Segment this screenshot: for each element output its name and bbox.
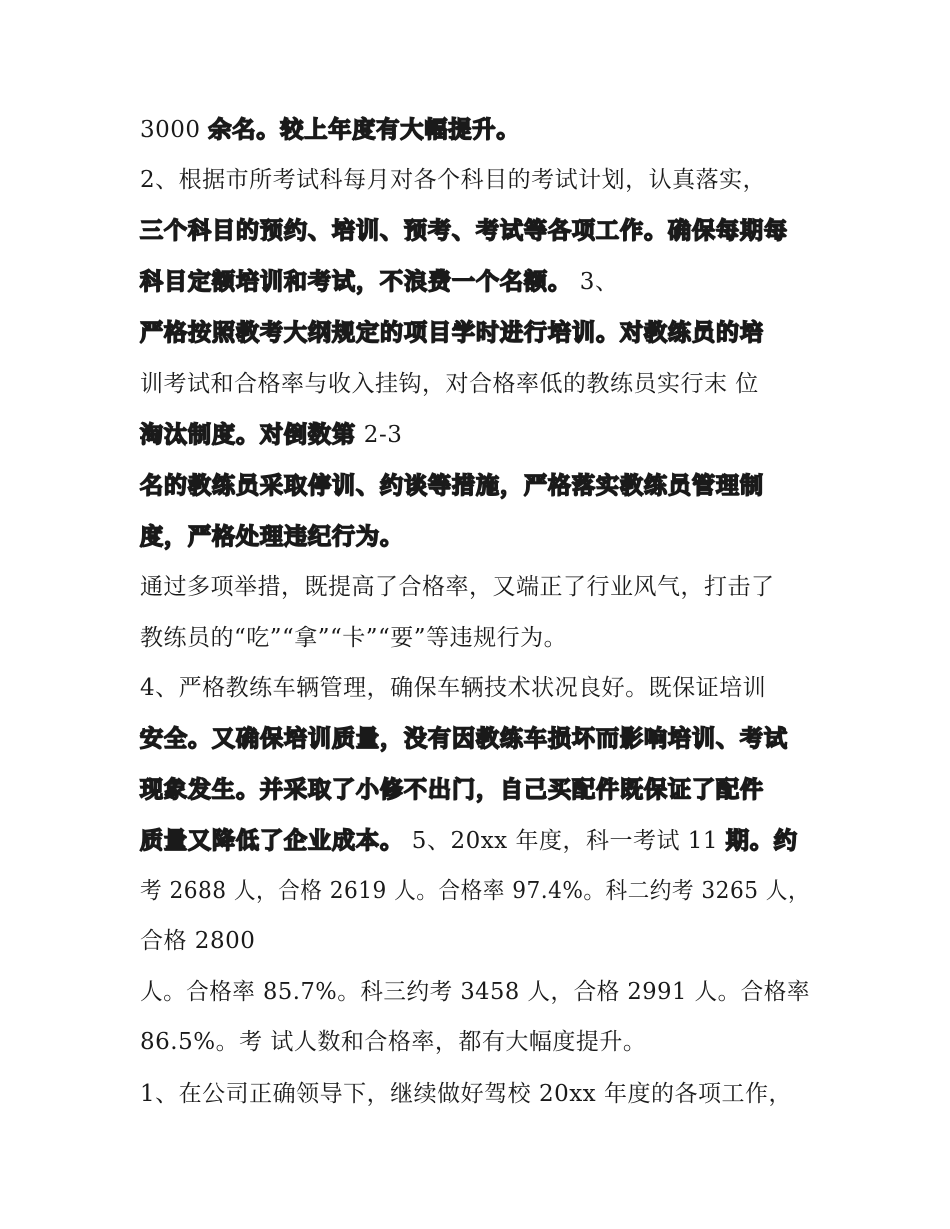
text-line (140, 369, 759, 399)
text-line (140, 1027, 646, 1057)
text-span: 4、严格教练车辆管理，确保车辆技术状况良好。既保证培训 (140, 675, 767, 701)
text-span: 严格按照教考大纲规定的项目学时进行培训。对教练员的培 (140, 319, 764, 346)
text-span: 度，严格处理违纪行为。 (140, 523, 404, 550)
text-span: 3000 (140, 117, 209, 143)
text-span: 2-3 (356, 422, 403, 448)
text-line (140, 267, 618, 297)
text-span: 科目定额培训和考试，不浪费一个名额。 (140, 268, 572, 295)
text-span: 2、根据市所考试科每月对各个科目的考试计划，认真落实， (140, 167, 767, 193)
text-line (140, 1079, 792, 1109)
text-span: 5、20xx 年度，科一考试 11 (404, 828, 726, 854)
text-span: 通过多项举措，既提高了合格率，又端正了行业风气，打击了 (140, 574, 775, 600)
text-span: 质量又降低了企业成本。 (140, 827, 404, 854)
text-span: 期。约 (725, 827, 798, 854)
text-span: 教练员的“吃”“拿”“卡”“要”等违规行为。 (140, 625, 568, 651)
text-line (140, 165, 766, 195)
text-span: 合格 2800 (140, 928, 256, 954)
text-span: 3、 (572, 269, 619, 295)
text-line (140, 623, 567, 653)
text-line (140, 826, 798, 856)
text-span: 现象发生。并采取了小修不出门，自己买配件既保证了配件 (140, 776, 764, 803)
text-line (140, 724, 788, 754)
text-line (140, 318, 764, 348)
text-span: 名的教练员采取停训、约谈等措施，严格落实教练员管理制 (140, 472, 764, 499)
text-span: 三个科目的预约、培训、预考、考试等各项工作。确保每期每 (140, 217, 788, 244)
text-span: 训考试和合格率与收入挂钩，对合格率低的教练员实行末 位 (140, 371, 759, 397)
text-line (140, 522, 404, 552)
text-line (140, 775, 764, 805)
text-span: 1、在公司正确领导下，继续做好驾校 20xx 年度的各项工作， (140, 1081, 792, 1107)
text-span: 人。合格率 85.7%。科三约考 3458 人，合格 2991 人。合格率 (140, 979, 810, 1005)
text-span: 淘汰制度。对倒数第 (140, 421, 356, 448)
text-line (140, 926, 255, 956)
text-line (140, 572, 775, 602)
text-span: 考 2688 人，合格 2619 人。合格率 97.4%。科二约考 3265 人， (140, 878, 811, 904)
text-line (140, 420, 402, 450)
text-line (140, 977, 810, 1007)
text-line (140, 216, 788, 246)
text-line (140, 471, 764, 501)
text-line (140, 115, 520, 145)
text-line (140, 876, 810, 906)
text-span: 安全。又确保培训质量，没有因教练车损坏而影响培训、考试 (140, 725, 788, 752)
text-span: 余名。较上年度有大幅提升。 (208, 116, 521, 143)
text-line (140, 673, 766, 703)
text-span: 86.5%。考 试人数和合格率，都有大幅度提升。 (140, 1029, 647, 1055)
